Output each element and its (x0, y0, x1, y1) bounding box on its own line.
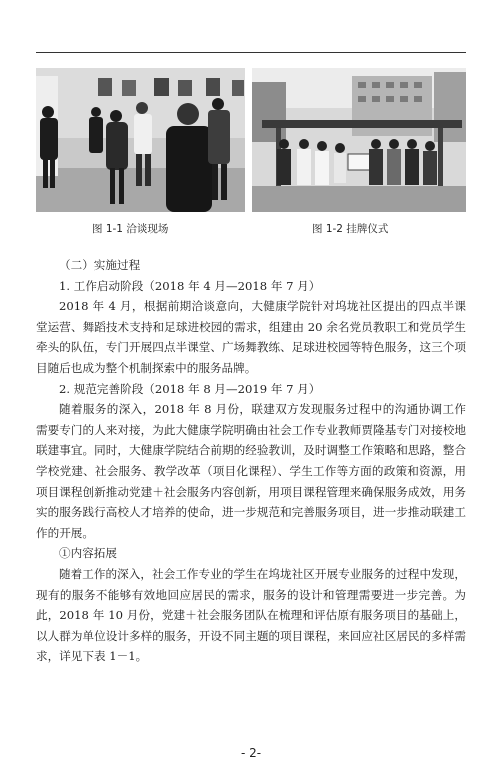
subsection-paragraph: 随着工作的深入，社会工作专业的学生在坞垅社区开展专业服务的过程中发现，现有的服务不能够有效地回应居民的需求，服务的设计和管理需要进一步完善。为此，2018 年 10 月份，党建＋社会服务团队在梳理和评估原有服务项目的基础上，以人群为单位设计多样的服务，开设不同主题的项目课程，来回应社区居民的多样需求，详见下表 1－1。 (36, 566, 466, 664)
plaque-ceremony-photo (252, 68, 466, 212)
subsection-heading: ①内容拓展 (59, 546, 117, 561)
negotiation-photo (36, 68, 245, 212)
page-number: - 2- (240, 746, 262, 760)
figure-1-2-caption: 图 1-2 挂牌仪式 (312, 223, 389, 235)
stage2-heading: 2. 规范完善阶段（2018 年 8 月—2019 年 7 月） (59, 381, 321, 396)
header-rule (36, 52, 466, 53)
stage1-heading: 1. 工作启动阶段（2018 年 4 月—2018 年 7 月） (59, 278, 321, 293)
figure-1-1-caption: 图 1-1 洽谈现场 (92, 223, 169, 235)
section-heading: （二）实施过程 (59, 258, 141, 272)
stage2-paragraph: 随着服务的深入，2018 年 8 月份，联建双方发现服务过程中的沟通协调工作需要专门的人来对接，为此大健康学院明确由社会工作专业教师贾隆基专门对接校地联建事宜。同时，大健康学院结合前期的经验教训，及时调整工作策略和思路，整合学校党建、社会服务、教学改革（项目化课程）、学生工作等方面的政策和资源，用项目课程创新推动党建＋社会服务内容创新，用项目课程管理来确保服务成效，用务实的服务践行高校人才培养的使命，进一步规范和完善服务项目，进一步推动联建工作的开展。 (36, 402, 466, 540)
body-text (36, 255, 466, 667)
stage1-paragraph: 2018 年 4 月，根据前期洽谈意向，大健康学院针对坞垅社区提出的四点半课堂运营、舞蹈技术支持和足球进校园的需求，组建由 20 余名党员教职工和党员学生牵头的队伍，专门开展四点半课堂、广场舞教练、足球进校园等特色服务，这三个项目随后也成为整个机制探索中的服务品牌。 (36, 299, 466, 375)
